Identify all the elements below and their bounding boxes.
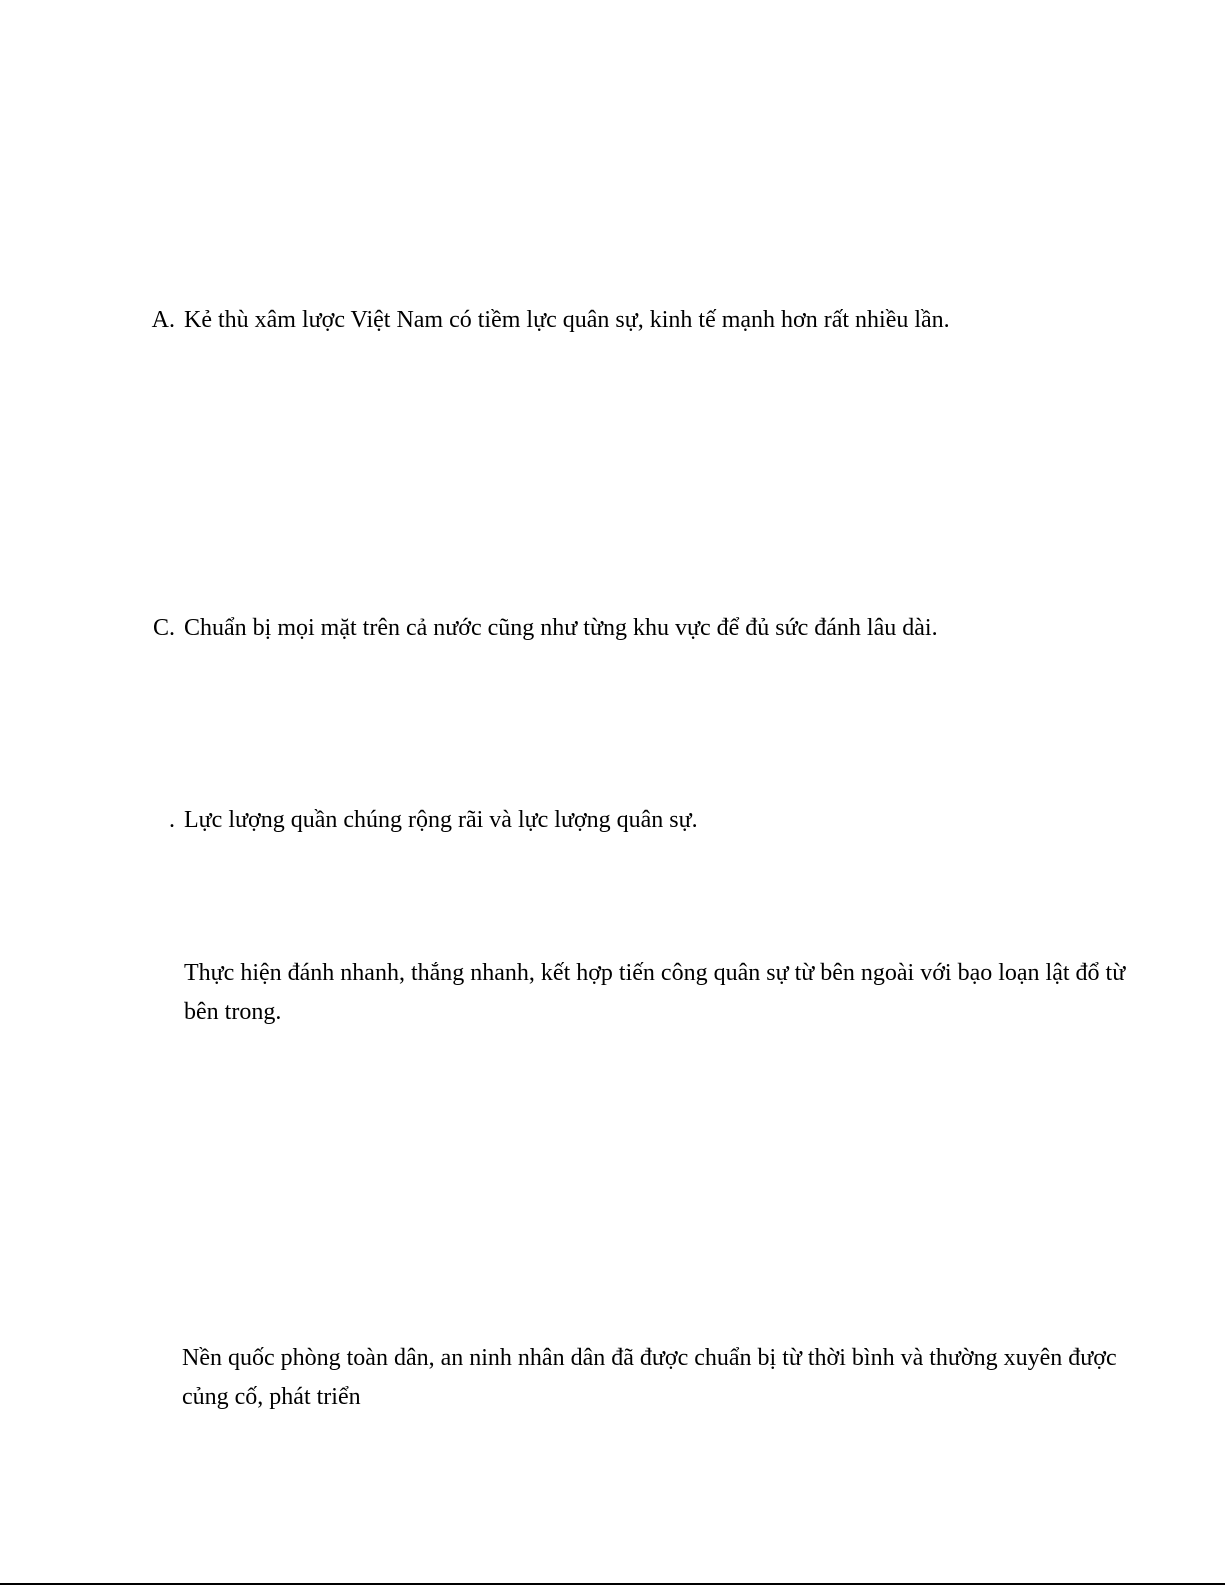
option-c-text: Chuẩn bị mọi mặt trên cả nước cũng như từng khu vực để đủ sức đánh lâu dài.	[184, 615, 938, 641]
answer-line-2-text: Thực hiện đánh nhanh, thắng nhanh, kết hợp tiến công quân sự từ bên ngoài với bạo loạn lật đổ từ bên trong.	[184, 960, 1126, 1025]
option-a-text: Kẻ thù xâm lược Việt Nam có tiềm lực quân sự, kinh tế mạnh hơn rất nhiều lần.	[184, 307, 950, 333]
answer-line-3-text: Nền quốc phòng toàn dân, an ninh nhân dân đã được chuẩn bị từ thời bình và thường xuyên được củng cố, phát triển	[182, 1345, 1117, 1410]
option-c-marker: C.	[152, 615, 175, 641]
answer-line-1-text: Lực lượng quần chúng rộng rãi và lực lượng quân sự.	[184, 807, 698, 833]
option-a-marker: A.	[151, 307, 175, 333]
answer-line-1-marker: .	[169, 807, 175, 833]
